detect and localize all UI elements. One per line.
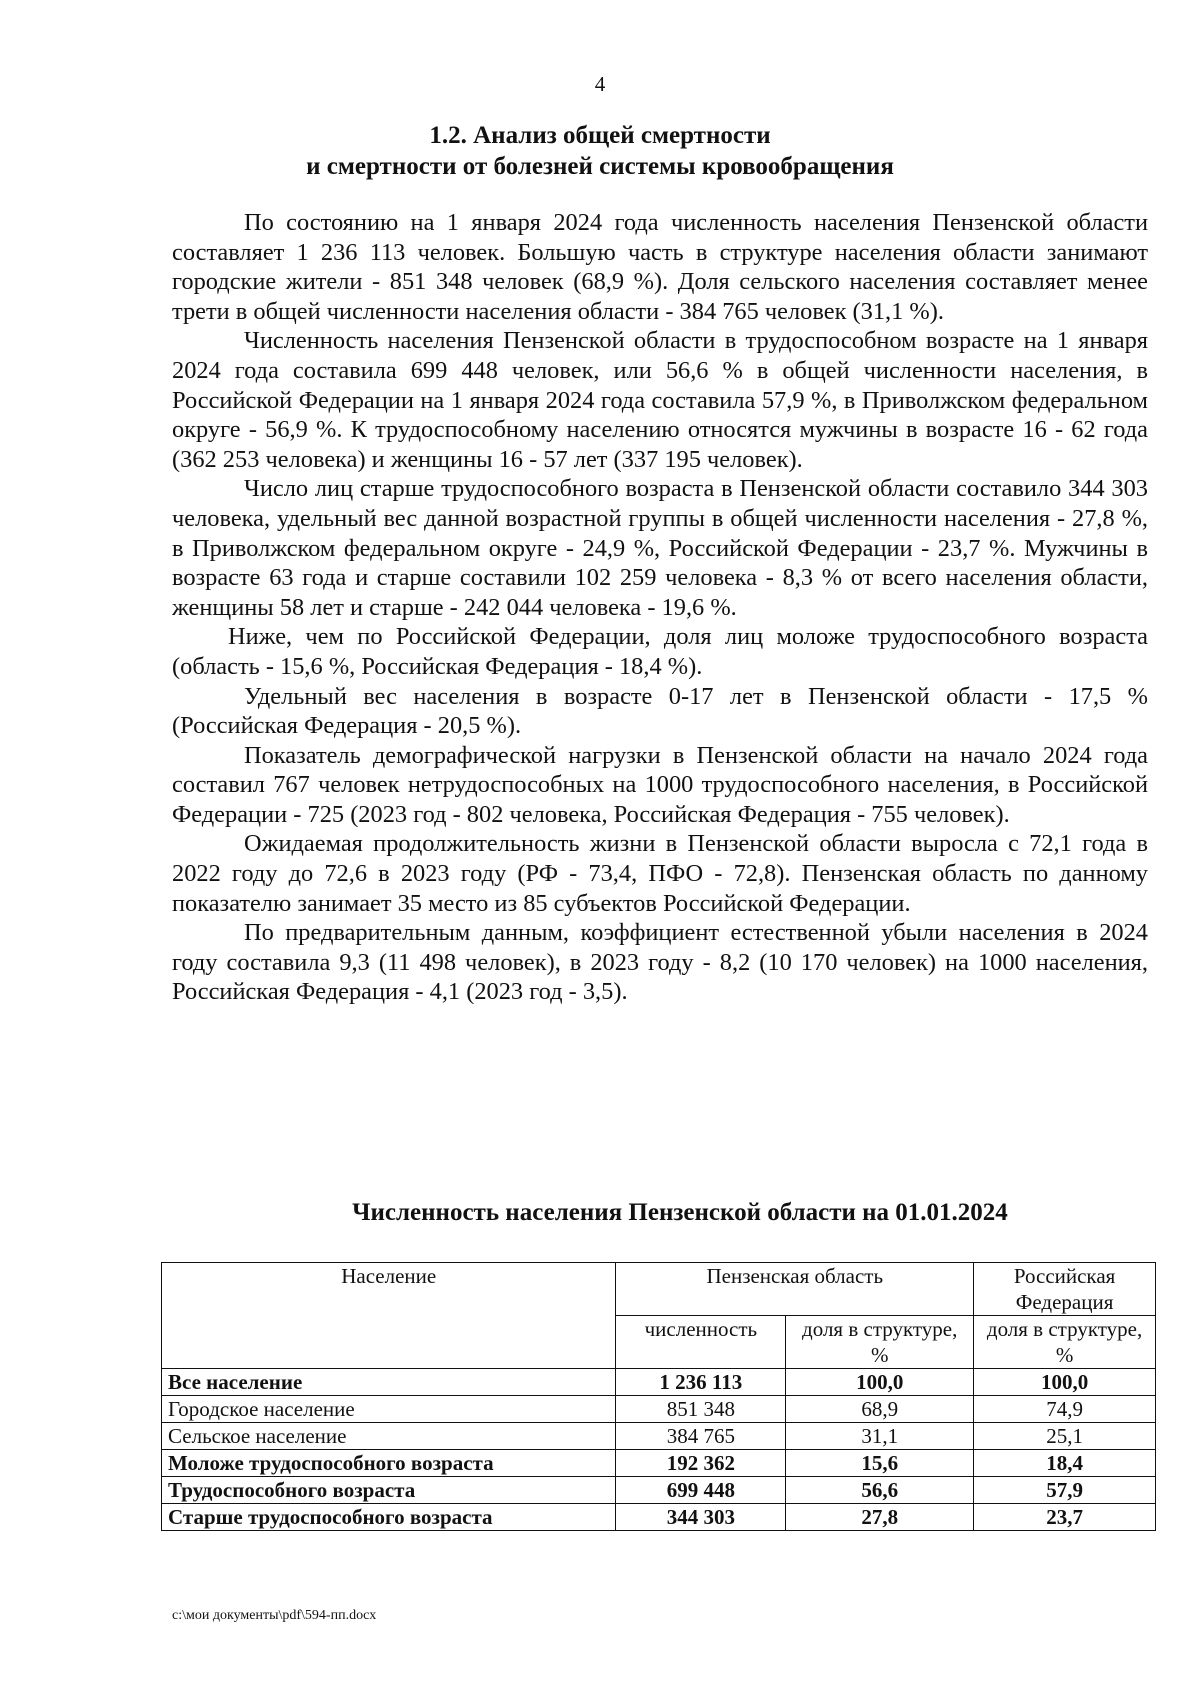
table-row [162, 1369, 1156, 1396]
row-rf-share: 18,4 [974, 1450, 1156, 1477]
row-count: 699 448 [616, 1477, 786, 1504]
row-share: 27,8 [786, 1504, 974, 1531]
section-heading-line-1: 1.2. Анализ общей смертности [429, 122, 771, 149]
paragraph: Численность населения Пензенской области в трудоспособном возрасте на 1 января 2024 года составила 699 448 человек, или 56,6 % в общей численности населения, в Российской Федерации на 1 января 2024 года составила 57,9 %, в Приволжском федеральном округе - 56,9 %. К трудоспособному населению относятся мужчины в возрасте 16 - 62 года (362 253 человека) и женщины 16 - 57 лет (337 195 человек). [172, 327, 1148, 473]
header-federation: Российская Федерация [974, 1263, 1156, 1316]
row-label: Старше трудоспособного возраста [162, 1504, 616, 1531]
section-heading [0, 120, 1200, 182]
population-table [161, 1262, 1156, 1531]
paragraph: По предварительным данным, коэффициент естественной убыли населения в 2024 году составила 9,3 (11 498 человек), в 2023 году - 8,2 (10 170 человек) на 1000 населения, Российская Федерация - 4,1 (2023 год - 3,5). [172, 919, 1148, 1006]
row-rf-share: 25,1 [974, 1423, 1156, 1450]
row-share: 100,0 [786, 1369, 974, 1396]
paragraph: Число лиц старше трудоспособного возраста в Пензенской области составило 344 303 человека, удельный вес данной возрастной группы в общей численности населения - 27,8 %, в Приволжском федеральном округе - 24,9 %, Российской Федерации - 23,7 %. Мужчины в возрасте 63 года и старше составили 102 259 человека - 8,3 % от всего населения области, женщины 58 лет и старше - 242 044 человека - 19,6 %. [172, 475, 1148, 621]
header-count: численность [616, 1316, 786, 1369]
header-share-federation: доля в структуре, % [974, 1316, 1156, 1369]
row-rf-share: 57,9 [974, 1477, 1156, 1504]
row-label: Городское население [162, 1396, 616, 1423]
paragraph: Ожидаемая продолжительность жизни в Пензенской области выросла с 72,1 года в 2022 году до 72,6 в 2023 году (РФ - 73,4, ПФО - 72,8). Пензенская область по данному показателю занимает 35 место из 85 субъектов Российской Федерации. [172, 830, 1148, 917]
paragraph: По состоянию на 1 января 2024 года численность населения Пензенской области составляет 1 236 113 человек. Большую часть в структуре населения области занимают городские жители - 851 348 человек (68,9 %). Доля сельского населения составляет менее трети в общей численности населения области - 384 765 человек (31,1 %). [172, 209, 1148, 325]
row-label: Все население [162, 1369, 616, 1396]
page-number: 4 [594, 72, 606, 96]
table-row [162, 1504, 1156, 1531]
paragraph: Удельный вес населения в возрасте 0-17 лет в Пензенской области - 17,5 % (Российская Федерация - 20,5 %). [172, 682, 1148, 740]
header-share-region: доля в структуре, % [786, 1316, 974, 1369]
body-text [172, 208, 1148, 1007]
table-row [162, 1477, 1156, 1504]
table-row [162, 1423, 1156, 1450]
section-heading-line-2: и смертности от болезней системы кровообращения [306, 153, 894, 180]
row-share: 15,6 [786, 1450, 974, 1477]
paragraph: Показатель демографической нагрузки в Пензенской области на начало 2024 года составил 767 человек нетрудоспособных на 1000 трудоспособного населения, в Российской Федерации - 725 (2023 год - 802 человека, Российская Федерация - 755 человек). [172, 741, 1148, 828]
paragraph: Ниже, чем по Российской Федерации, доля лиц моложе трудоспособного возраста (область - 15,6 %, Российская Федерация - 18,4 %). [172, 623, 1148, 680]
row-count: 192 362 [616, 1450, 786, 1477]
header-region: Пензенская область [616, 1263, 974, 1316]
row-count: 384 765 [616, 1423, 786, 1450]
row-label: Сельское население [162, 1423, 616, 1450]
row-label: Моложе трудоспособного возраста [162, 1450, 616, 1477]
row-count: 851 348 [616, 1396, 786, 1423]
row-rf-share: 23,7 [974, 1504, 1156, 1531]
row-count: 344 303 [616, 1504, 786, 1531]
table-body [162, 1369, 1156, 1531]
row-share: 56,6 [786, 1477, 974, 1504]
row-rf-share: 74,9 [974, 1396, 1156, 1423]
table-row [162, 1396, 1156, 1423]
row-count: 1 236 113 [616, 1369, 786, 1396]
row-rf-share: 100,0 [974, 1369, 1156, 1396]
row-share: 68,9 [786, 1396, 974, 1423]
footer-file-path: c:\мои документы\pdf\594-пп.docx [172, 1608, 377, 1623]
row-label: Трудоспособного возраста [162, 1477, 616, 1504]
header-population: Население [162, 1263, 616, 1369]
row-share: 31,1 [786, 1423, 974, 1450]
table-row [162, 1450, 1156, 1477]
table-title: Численность населения Пензенской области на 01.01.2024 [352, 1199, 1008, 1226]
